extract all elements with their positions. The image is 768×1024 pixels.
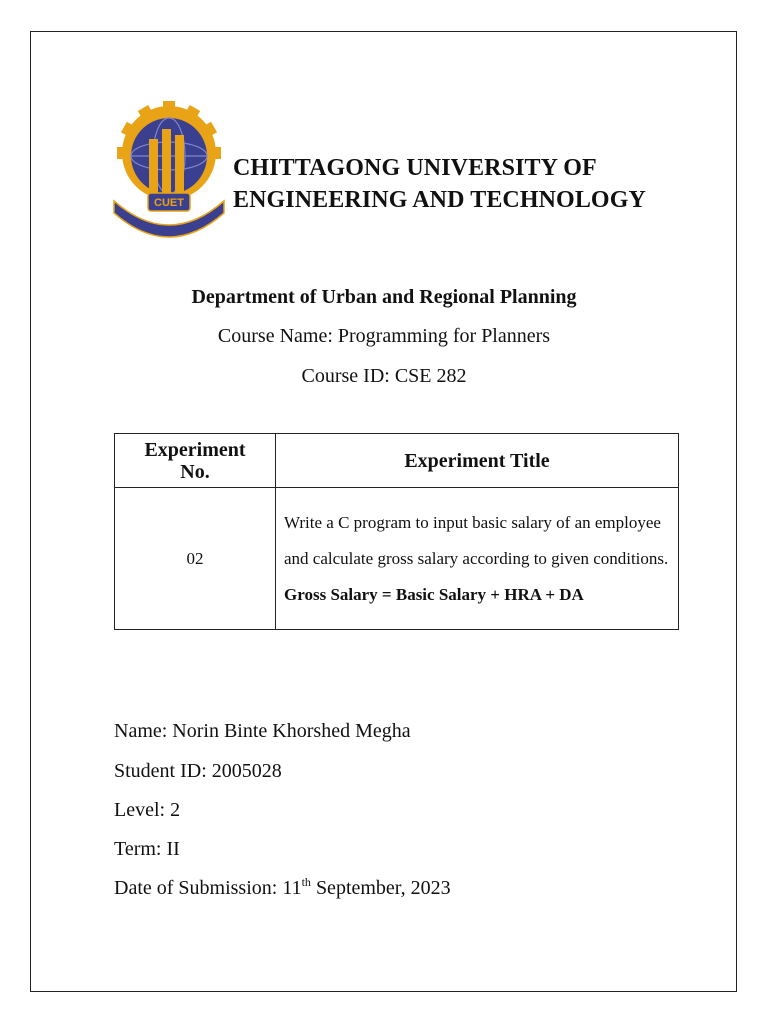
experiment-number: 02	[115, 488, 276, 630]
table-header-row	[115, 434, 679, 488]
submission-date	[114, 877, 451, 900]
experiment-table	[114, 433, 679, 630]
student-term: Term: II	[114, 838, 180, 860]
course-name: Course Name: Programming for Planners	[217, 325, 551, 347]
table-row	[115, 488, 679, 630]
tower-icon	[149, 129, 184, 199]
university-title	[233, 152, 646, 216]
experiment-title-text: Write a C program to input basic salary of an employee and calculate gross salary according to given conditions.	[284, 512, 669, 568]
submission-date-prefix: Date of Submission: 11	[114, 877, 302, 899]
student-id: Student ID: 2005028	[114, 760, 282, 782]
student-level: Level: 2	[114, 799, 181, 821]
university-title-line1: CHITTAGONG UNIVERSITY OF	[233, 155, 597, 181]
experiment-formula: Gross Salary = Basic Salary + HRA + DA	[284, 584, 584, 604]
department-name: Department of Urban and Regional Planning	[191, 286, 577, 308]
logo-text: CUET	[154, 197, 184, 209]
header-experiment-title: Experiment Title	[276, 434, 679, 488]
course-id: Course ID: CSE 282	[301, 365, 467, 387]
cuet-logo	[112, 101, 226, 239]
student-name: Name: Norin Binte Khorshed Megha	[114, 720, 411, 742]
submission-date-suffix: September, 2023	[310, 877, 451, 899]
experiment-title	[276, 488, 679, 630]
header-experiment-no: Experiment No.	[115, 434, 276, 488]
submission-date-sup: th	[301, 875, 311, 889]
university-title-line2: ENGINEERING AND TECHNOLOGY	[233, 187, 646, 213]
